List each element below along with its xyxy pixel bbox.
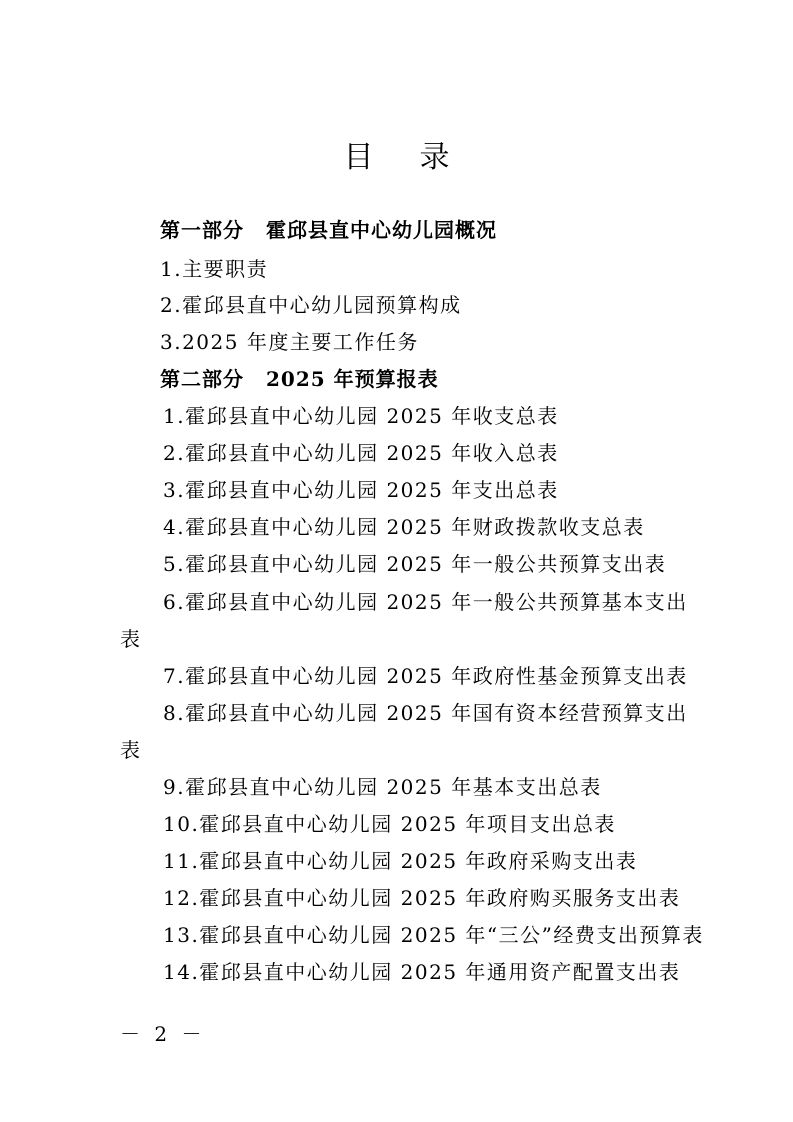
toc-item: 7.霍邱县直中心幼儿园 2025 年政府性基金预算支出表: [163, 664, 688, 688]
part2-label: 第二部分: [160, 367, 244, 391]
toc-item: 4.霍邱县直中心幼儿园 2025 年财政拨款收支总表: [163, 515, 645, 539]
part2-name: 2025 年预算报表: [266, 367, 439, 391]
part1-label: 第一部分: [160, 218, 244, 242]
toc-item: 2.霍邱县直中心幼儿园预算构成: [160, 293, 462, 317]
toc-item: 14.霍邱县直中心幼儿园 2025 年通用资产配置支出表: [163, 960, 681, 984]
toc-item-continuation: 表: [120, 627, 142, 651]
toc-item: 3.霍邱县直中心幼儿园 2025 年支出总表: [163, 478, 559, 502]
toc-item: 8.霍邱县直中心幼儿园 2025 年国有资本经营预算支出: [163, 701, 688, 725]
part1-name: 霍邱县直中心幼儿园概况: [266, 218, 497, 242]
toc-item: 10.霍邱县直中心幼儿园 2025 年项目支出总表: [163, 812, 616, 836]
toc-item: 2.霍邱县直中心幼儿园 2025 年收入总表: [163, 441, 559, 465]
toc-item: 6.霍邱县直中心幼儿园 2025 年一般公共预算基本支出: [163, 590, 688, 614]
toc-item: 3.2025 年度主要工作任务: [160, 330, 419, 354]
toc-item: 1.主要职责: [160, 257, 269, 281]
toc-item: 9.霍邱县直中心幼儿园 2025 年基本支出总表: [163, 775, 602, 799]
toc-item: 5.霍邱县直中心幼儿园 2025 年一般公共预算支出表: [163, 552, 667, 576]
toc-item-continuation: 表: [120, 738, 142, 762]
part2-heading: [160, 365, 439, 393]
toc-item: 12.霍邱县直中心幼儿园 2025 年政府购买服务支出表: [163, 886, 681, 910]
toc-item: 1.霍邱县直中心幼儿园 2025 年收支总表: [163, 404, 559, 428]
part1-heading: [160, 216, 497, 244]
toc-title: 目录: [343, 140, 496, 175]
toc-item: 11.霍邱县直中心幼儿园 2025 年政府采购支出表: [163, 849, 638, 873]
page-number: － 2 －: [120, 1022, 206, 1046]
toc-item: 13.霍邱县直中心幼儿园 2025 年“三公”经费支出预算表: [163, 923, 704, 947]
